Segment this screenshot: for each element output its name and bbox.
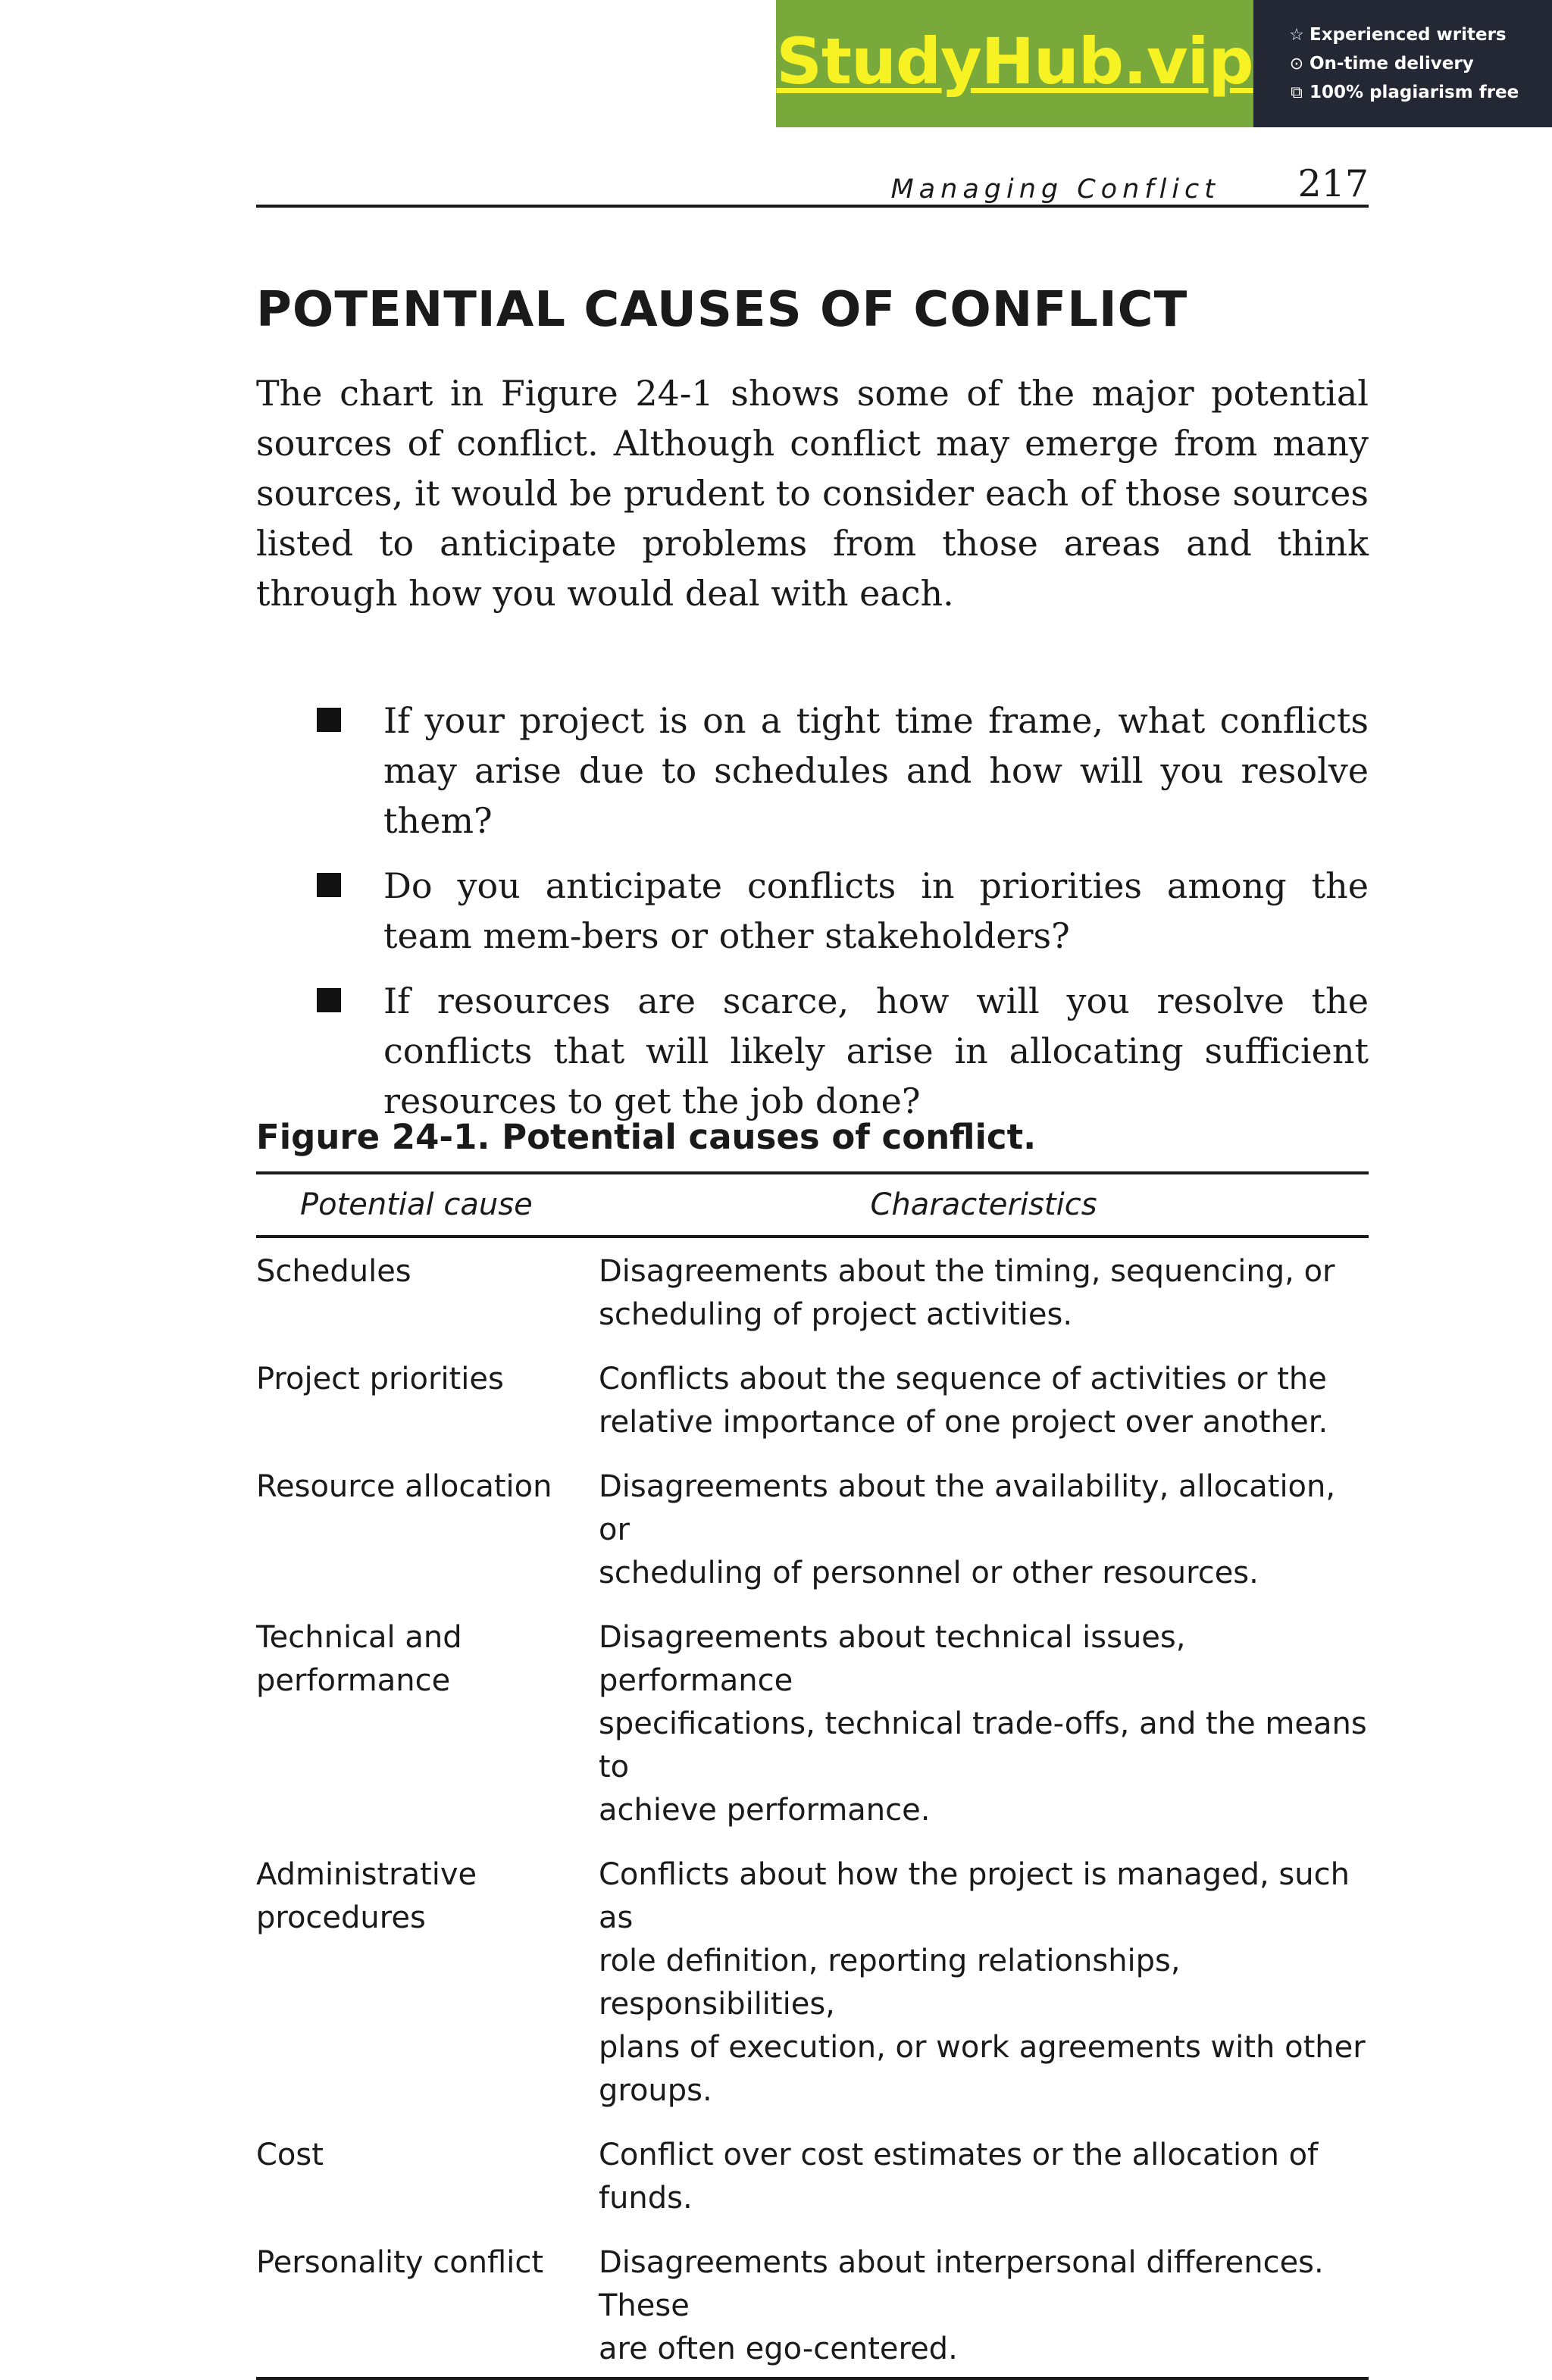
table-row — [256, 1465, 1369, 1616]
characteristics-line: Conflicts about the sequence of activities or the — [599, 1362, 1327, 1396]
characteristics-line: specifications, technical trade-offs, and the means to — [599, 1706, 1367, 1784]
ad-banner[interactable] — [776, 0, 1552, 127]
list-item — [256, 976, 1369, 1126]
characteristics-cell — [599, 1616, 1369, 1853]
perk-label: 100% plagiarism free — [1310, 83, 1519, 102]
characteristics-line: Disagreements about the availability, allocation, or — [599, 1469, 1336, 1547]
characteristics-line: achieve performance. — [599, 1793, 931, 1828]
bullet-text: If your project is on a tight time frame, what conflicts may arise due to schedules and how will you resolve them? — [383, 700, 1369, 841]
table-header-row — [256, 1173, 1369, 1237]
characteristics-line: Disagreements about technical issues, performance — [599, 1620, 1186, 1698]
cause-cell — [256, 2241, 599, 2378]
characteristics-line: Conflict over cost estimates or the allocation of funds. — [599, 2138, 1319, 2216]
cause-cell — [256, 1853, 599, 2134]
intro-paragraph: The chart in Figure 24-1 shows some of the major potential sources of conflict. Although conflict may emerge from many sources, it would be prudent to consider each of those sources listed to anticipate problems from those areas and think through how you would deal with each. — [256, 373, 1369, 614]
cause-cell — [256, 1465, 599, 1616]
table-row — [256, 1616, 1369, 1853]
column-header-cause: Potential cause — [256, 1173, 599, 1237]
characteristics-line: relative importance of one project over another. — [599, 1405, 1328, 1440]
perk-label: Experienced writers — [1310, 25, 1507, 45]
cause-line: Schedules — [256, 1254, 411, 1289]
characteristics-line: groups. — [599, 2073, 712, 2108]
table-row — [256, 1358, 1369, 1465]
perk-experienced-writers — [1288, 25, 1552, 45]
column-header-characteristics: Characteristics — [599, 1173, 1369, 1237]
page-number: 217 — [1297, 162, 1369, 205]
square-bullet-icon — [317, 708, 341, 732]
characteristics-line: scheduling of project activities. — [599, 1297, 1073, 1332]
table-row — [256, 2134, 1369, 2241]
characteristics-line: Conflicts about how the project is managed, such as — [599, 1857, 1350, 1935]
cause-line: Personality conflict — [256, 2245, 544, 2280]
cause-cell — [256, 2134, 599, 2241]
cause-line: Project priorities — [256, 1362, 504, 1396]
copy-icon: ⧉ — [1291, 83, 1303, 102]
table-row — [256, 1237, 1369, 1358]
bullet-list — [256, 696, 1369, 1141]
cause-line: Technical and — [256, 1620, 462, 1655]
perk-plagiarism-free — [1288, 83, 1552, 102]
bullet-text: If resources are scarce, how will you resolve the conflicts that will likely arise in allocating sufficient resources to get the job done? — [383, 980, 1369, 1121]
cause-line: Resource allocation — [256, 1469, 552, 1504]
cause-line: Administrative — [256, 1857, 477, 1892]
table-row — [256, 2241, 1369, 2378]
characteristics-cell — [599, 1358, 1369, 1465]
brand-logo-text[interactable]: StudyHub.vip — [776, 24, 1253, 99]
perk-label: On-time delivery — [1310, 54, 1474, 73]
characteristics-line: plans of execution, or work agreements with other — [599, 2030, 1366, 2065]
cause-line: performance — [256, 1663, 451, 1698]
characteristics-line: Disagreements about interpersonal differences. These — [599, 2245, 1324, 2323]
characteristics-line: role definition, reporting relationships, responsibilities, — [599, 1944, 1181, 2022]
bullet-text: Do you anticipate conflicts in priorities among the team mem-bers or other stakeholders? — [383, 865, 1369, 956]
star-icon: ☆ — [1289, 25, 1304, 45]
table-row — [256, 1853, 1369, 2134]
square-bullet-icon — [317, 873, 341, 897]
characteristics-line: are often ego-centered. — [599, 2332, 958, 2366]
cause-cell — [256, 1616, 599, 1853]
list-item — [256, 861, 1369, 961]
conflict-causes-table — [256, 1171, 1369, 2380]
characteristics-line: scheduling of personnel or other resources. — [599, 1556, 1259, 1590]
characteristics-cell — [599, 1237, 1369, 1358]
characteristics-cell — [599, 1853, 1369, 2134]
section-heading: POTENTIAL CAUSES OF CONFLICT — [256, 282, 1188, 338]
banner-brand[interactable] — [776, 0, 1253, 127]
cause-line: Cost — [256, 2138, 324, 2172]
characteristics-cell — [599, 1465, 1369, 1616]
clock-icon: ⊙ — [1289, 54, 1304, 73]
characteristics-cell — [599, 2134, 1369, 2241]
cause-line: procedures — [256, 1900, 426, 1935]
table-body — [256, 1237, 1369, 2378]
running-title: Managing Conflict — [890, 174, 1220, 205]
figure-caption: Figure 24-1. Potential causes of conflict. — [256, 1117, 1037, 1157]
list-item — [256, 696, 1369, 846]
square-bullet-icon — [317, 988, 341, 1012]
characteristics-line: Disagreements about the timing, sequencing, or — [599, 1254, 1335, 1289]
running-header — [256, 156, 1369, 208]
cause-cell — [256, 1237, 599, 1358]
cause-cell — [256, 1358, 599, 1465]
characteristics-cell — [599, 2241, 1369, 2378]
perk-on-time-delivery — [1288, 54, 1552, 73]
banner-perks — [1253, 0, 1552, 127]
